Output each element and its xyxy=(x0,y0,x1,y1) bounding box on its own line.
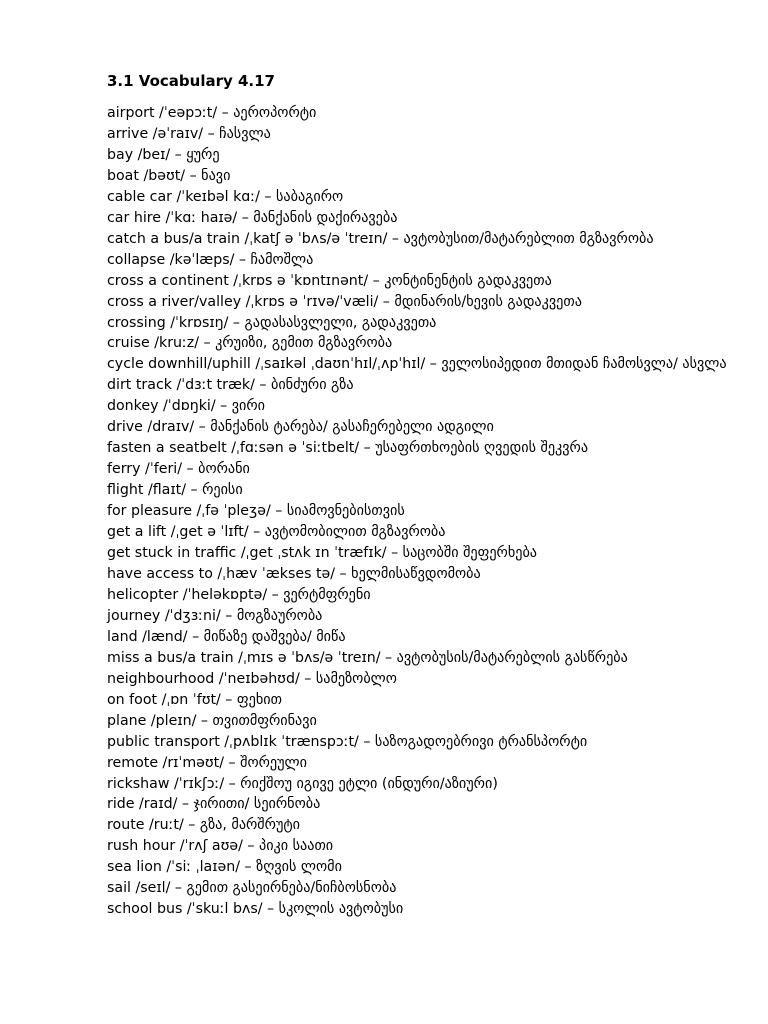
vocabulary-entry: cross a river/valley /ˌkrɒs ə ˈrɪvə/ˈvæli/ – მდინარის/ხევის გადაკვეთა xyxy=(107,293,582,310)
vocabulary-entry: sail /seɪl/ – გემით გასეირნება/ნიჩბოსნობა xyxy=(107,880,397,897)
vocabulary-entry: neighbourhood /ˈneɪbəhʊd/ – სამეზობლო xyxy=(107,670,397,687)
vocabulary-entry: sea lion /ˈsiː ˌlaɪən/ – ზღვის ლომი xyxy=(107,859,342,876)
vocabulary-list xyxy=(107,103,727,920)
vocabulary-entry: cruise /kruːz/ – კრუიზი, გემით მგზავრობა xyxy=(107,335,393,352)
vocabulary-entry: fasten a seatbelt /ˌfɑːsən ə ˈsiːtbelt/ – უსაფრთხოების ღვედის შეკვრა xyxy=(107,440,589,457)
vocabulary-entry: public transport /ˌpʌblɪk ˈtrænspɔːt/ – საზოგადოებრივი ტრანსპორტი xyxy=(107,733,588,750)
vocabulary-entry: arrive /əˈraɪv/ – ჩასვლა xyxy=(107,125,271,142)
vocabulary-entry: rush hour /ˈrʌʃ aʊə/ – პიკი საათი xyxy=(107,838,334,855)
vocabulary-entry: get stuck in traffic /ˌget ˌstʌk ɪn ˈtræfɪk/ – საცობში შეფერხება xyxy=(107,545,538,562)
vocabulary-entry: have access to /ˌhæv ˈækses tə/ – ხელმისაწვდომობა xyxy=(107,565,481,582)
page-title: 3.1 Vocabulary 4.17 xyxy=(107,72,275,90)
vocabulary-entry: school bus /ˈskuːl bʌs/ – სკოლის ავტობუსი xyxy=(107,901,404,918)
vocabulary-entry: helicopter /ˈheləkɒptə/ – ვერტმფრენი xyxy=(107,586,371,603)
vocabulary-entry: remote /rɪˈməʊt/ – შორეული xyxy=(107,754,307,771)
vocabulary-entry: land /lænd/ – მიწაზე დაშვება/ მიწა xyxy=(107,628,346,645)
vocabulary-entry: drive /draɪv/ – მანქანის ტარება/ გასაჩერებელი ადგილი xyxy=(107,419,494,436)
vocabulary-entry: rickshaw /ˈrɪkʃɔː/ – რიქშოუ იგივე ეტლი (ინდური/აზიური) xyxy=(107,775,498,792)
vocabulary-entry: miss a bus/a train /ˌmɪs ə ˈbʌs/ə ˈtreɪn/ – ავტობუსის/მატარებლის გასწრება xyxy=(107,649,628,666)
vocabulary-entry: on foot /ˌɒn ˈfʊt/ – ფეხით xyxy=(107,691,282,708)
vocabulary-entry: donkey /ˈdɒŋki/ – ვირი xyxy=(107,398,266,415)
vocabulary-entry: crossing /ˈkrɒsɪŋ/ – გადასასვლელი, გადაკვეთა xyxy=(107,314,437,331)
vocabulary-entry: flight /flaɪt/ – რეისი xyxy=(107,482,243,499)
vocabulary-entry: bay /beɪ/ – ყურე xyxy=(107,146,220,163)
vocabulary-entry: catch a bus/a train /ˌkatʃ ə ˈbʌs/ə ˈtreɪn/ – ავტობუსით/მატარებლით მგზავრობა xyxy=(107,230,654,247)
vocabulary-entry: plane /pleɪn/ – თვითმფრინავი xyxy=(107,712,317,729)
vocabulary-entry: cycle downhill/uphill /ˌsaɪkəl ˌdaʊnˈhɪl/ˌʌpˈhɪl/ – ველოსიპედით მთიდან ჩამოსვლა/ ასვლა xyxy=(107,356,727,373)
vocabulary-entry: boat /bəʊt/ – ნავი xyxy=(107,167,231,184)
vocabulary-entry: cable car /ˈkeɪbəl kɑː/ – საბაგირო xyxy=(107,188,344,205)
vocabulary-entry: get a lift /ˌget ə ˈlɪft/ – ავტომობილით მგზავრობა xyxy=(107,524,446,541)
vocabulary-entry: ride /raɪd/ – ჯირითი/ სეირნობა xyxy=(107,796,321,813)
vocabulary-entry: for pleasure /ˌfə ˈpleʒə/ – სიამოვნებისთვის xyxy=(107,503,405,520)
vocabulary-entry: journey /ˈdʒɜːni/ – მოგზაურობა xyxy=(107,607,323,624)
vocabulary-entry: airport /ˈeəpɔːt/ – აეროპორტი xyxy=(107,105,317,121)
vocabulary-entry: car hire /ˈkɑː haɪə/ – მანქანის დაქირავება xyxy=(107,209,398,226)
vocabulary-entry: cross a continent /ˌkrɒs ə ˈkɒntɪnənt/ – კონტინენტის გადაკვეთა xyxy=(107,272,552,289)
vocabulary-entry: ferry /ˈferi/ – ბორანი xyxy=(107,461,250,478)
vocabulary-entry: route /ruːt/ – გზა, მარშრუტი xyxy=(107,817,300,834)
vocabulary-entry: collapse /kəˈlæps/ – ჩამოშლა xyxy=(107,251,314,268)
vocabulary-entry: dirt track /ˈdɜːt træk/ – ბინძური გზა xyxy=(107,377,354,394)
